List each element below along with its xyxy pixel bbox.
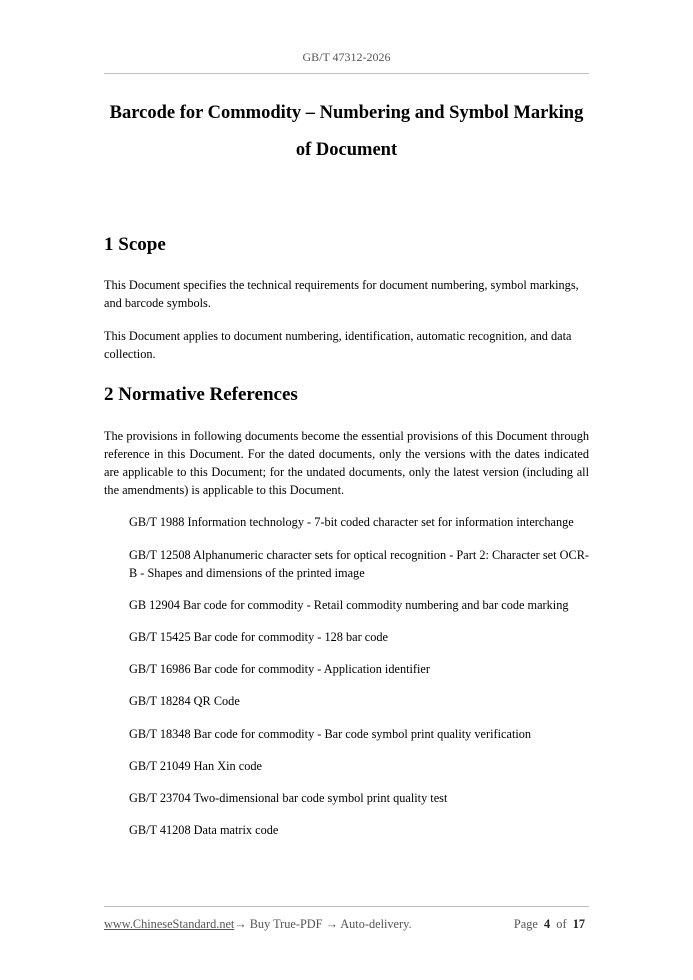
page-number [514,917,585,932]
normative-references-intro: The provisions in following documents become the essential provisions of this Document through reference in this Document. For the dated documents, only the versions with the dates indicated are applicable to this Document; for the undated documents, only the latest version (including all the amendments) is applicable to this Document. [104,429,589,497]
section-heading-scope: 1 Scope [104,234,166,255]
reference-item: GB 12904 Bar code for commodity - Retail commodity numbering and bar code marking [129,598,569,612]
reference-item: GB/T 15425 Bar code for commodity - 128 bar code [129,630,388,644]
reference-item: GB/T 16986 Bar code for commodity - Application identifier [129,662,430,676]
scope-paragraph-2: This Document applies to document numbering, identification, automatic recognition, and data collection. [104,329,572,361]
document-title-line-1: Barcode for Commodity – Numbering and Symbol Marking [109,103,584,123]
reference-item: GB/T 18284 QR Code [129,694,240,708]
header-divider [104,73,589,74]
reference-item: GB/T 21049 Han Xin code [129,759,262,773]
of-word: of [556,917,567,931]
footer-delivery-text: Auto-delivery. [337,917,412,931]
footer-site-link[interactable]: www.ChineseStandard.net [104,917,235,931]
reference-item: GB/T 1988 Information technology - 7-bit coded character set for information interchange [129,515,574,529]
header-standard-code: GB/T 47312-2026 [302,50,391,64]
page-word: Page [513,917,538,931]
page-total: 17 [572,917,585,931]
section-heading-normative-references: 2 Normative References [104,384,298,405]
footer-divider [104,906,589,907]
scope-paragraph-1: This Document specifies the technical requirements for document numbering, symbol markings, and barcode symbols. [104,278,579,310]
reference-item: GB/T 18348 Bar code for commodity - Bar code symbol print quality verification [129,727,532,741]
document-title-line-2: of Document [295,140,398,160]
reference-item: GB/T 23704 Two-dimensional bar code symbol print quality test [129,791,448,805]
arrow-right-icon: → [325,917,338,931]
footer-promo [104,917,412,932]
page-current: 4 [543,917,551,931]
footer-buy-text: Buy True-PDF [246,917,326,931]
reference-item: GB/T 12508 Alphanumeric character sets for optical recognition - Part 2: Character set OCR-B - Shapes and dimensions of the printed image [129,548,589,580]
arrow-right-icon: → [234,917,247,931]
reference-item: GB/T 41208 Data matrix code [129,823,279,837]
